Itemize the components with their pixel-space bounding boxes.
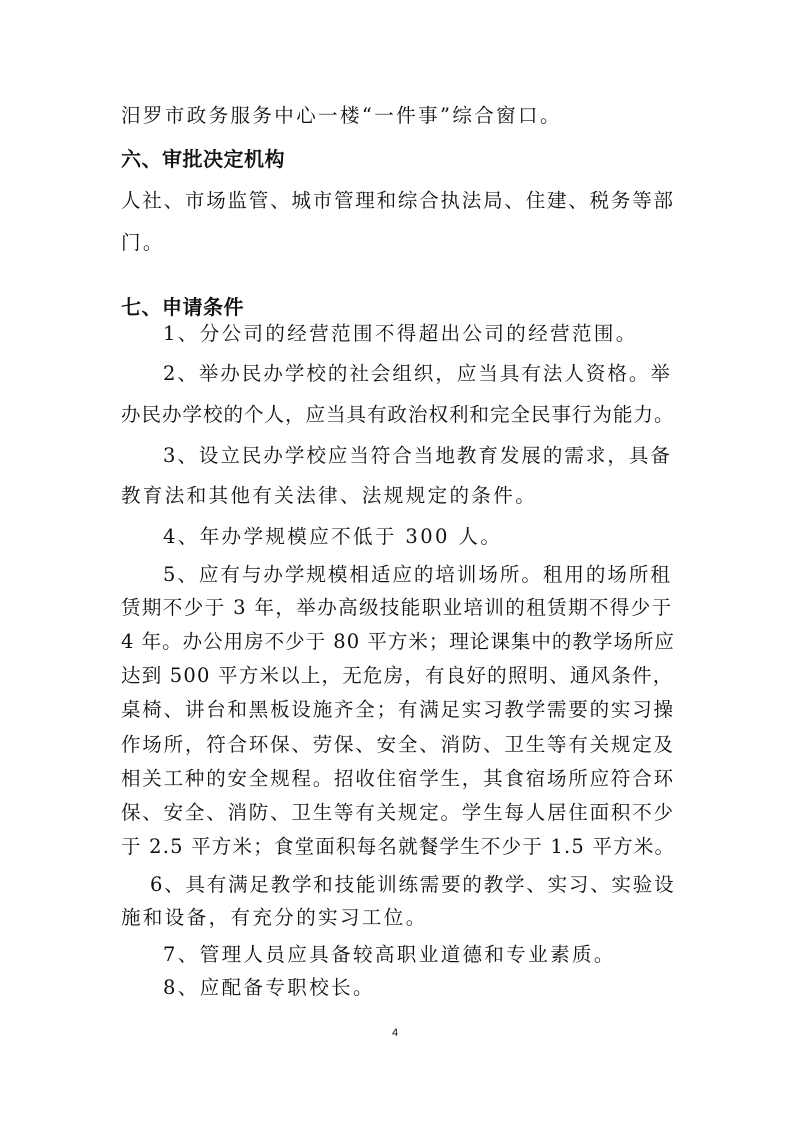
condition-4: 4、年办学规模应不低于 300 人。	[163, 525, 503, 548]
condition-6: 6、具有满足教学和技能训练需要的教学、实习、实验设	[150, 873, 676, 896]
condition-2: 2、举办民办学校的社会组织，应当具有法人资格。举	[163, 362, 672, 385]
condition-2-cont: 办民办学校的个人，应当具有政治权利和完全民事行为能力。	[121, 403, 675, 426]
section5-tail-line: 汨罗市政务服务中心一楼“一件事”综合窗口。	[121, 104, 562, 127]
condition-5-cont: 达到 500 平方米以上，无危房，有良好的照明、通风条件，	[121, 664, 674, 687]
condition-5-cont: 于 2.5 平方米；食堂面积每名就餐学生不少于 1.5 平方米。	[121, 835, 676, 858]
condition-5-cont: 相关工种的安全规程。招收住宿学生，其食宿场所应符合环	[121, 767, 675, 790]
page-number: 4	[392, 1027, 399, 1039]
condition-5-cont: 保、安全、消防、卫生等有关规定。学生每人居住面积不少	[121, 801, 675, 824]
condition-5-cont: 赁期不少于 3 年，举办高级技能职业培训的租赁期不得少于	[121, 596, 673, 619]
condition-3: 3、设立民办学校应当符合当地教育发展的需求，具备	[163, 444, 672, 467]
condition-5-cont: 4 年。办公用房不少于 80 平方米；理论课集中的教学场所应	[121, 630, 675, 653]
condition-5-cont: 桌椅、讲台和黑板设施齐全；有满足实习教学需要的实习操	[121, 698, 675, 721]
section6-line: 门。	[121, 231, 165, 254]
section6-heading: 六、审批决定机构	[121, 147, 285, 171]
condition-7: 7、管理人员应具备较高职业道德和专业素质。	[163, 943, 616, 966]
condition-3-cont: 教育法和其他有关法律、法规规定的条件。	[121, 484, 538, 507]
section7-heading: 七、申请条件	[121, 295, 244, 319]
condition-5: 5、应有与办学规模相适应的培训场所。租用的场所租	[163, 563, 672, 586]
condition-8: 8、应配备专职校长。	[163, 976, 375, 999]
condition-5-cont: 作场所，符合环保、劳保、安全、消防、卫生等有关规定及	[121, 733, 675, 756]
condition-1: 1、分公司的经营范围不得超出公司的经营范围。	[163, 322, 638, 345]
condition-6-cont: 施和设备，有充分的实习工位。	[121, 906, 428, 929]
section6-line: 人社、市场监管、城市管理和综合执法局、住建、税务等部	[121, 189, 675, 212]
